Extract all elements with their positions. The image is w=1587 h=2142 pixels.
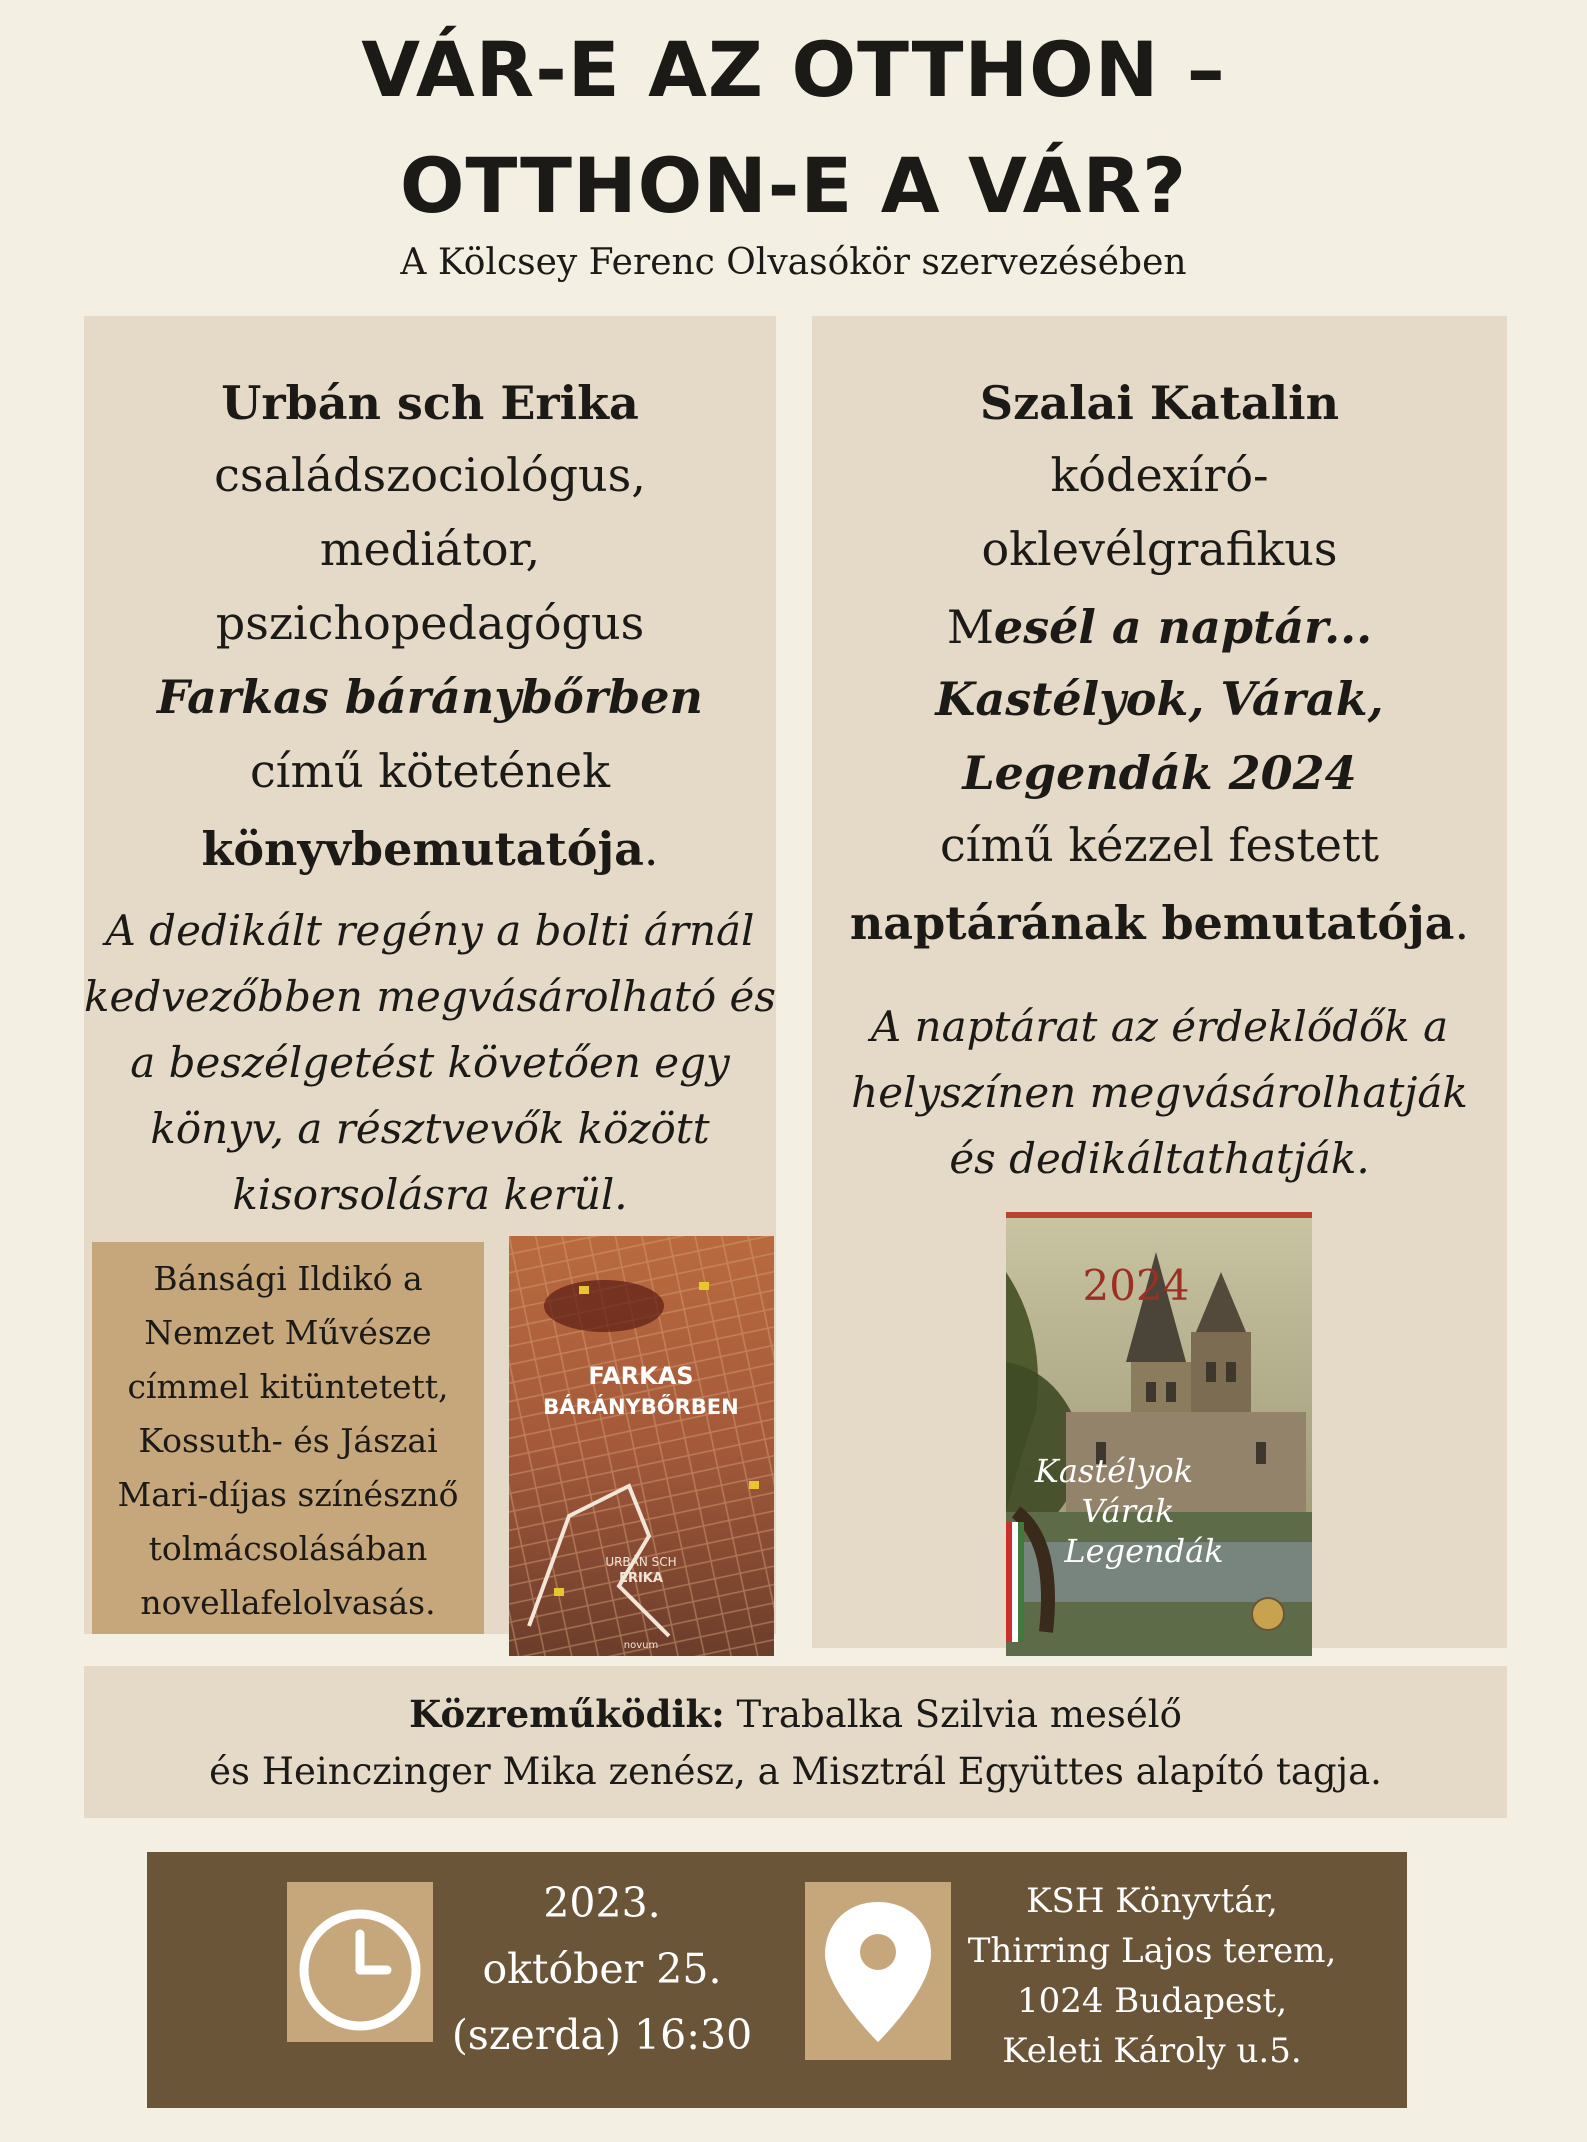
right-title-rest: esél a naptár...: [993, 600, 1373, 654]
contributors-box: [84, 1666, 1507, 1818]
left-presentation-line: [84, 822, 776, 876]
contributors-line-2: és Heinczinger Mika zenész, a Misztrál Együttes alapító tagja.: [209, 1750, 1382, 1793]
caption-line: tolmácsolásában: [148, 1529, 428, 1568]
cover-author-1: URBÁN SCH: [605, 1555, 677, 1569]
calendar-cover: [1006, 1212, 1312, 1656]
contributors-label: Közreműködik:: [409, 1692, 725, 1736]
reading-caption-box: [92, 1242, 484, 1634]
event-date-line: október 25.: [482, 1945, 722, 1993]
left-presentation: könyvbemutatója: [201, 822, 644, 876]
left-presentation-period: .: [643, 822, 659, 876]
contributors-line-1-text: Trabalka Szilvia mesélő: [724, 1693, 1182, 1736]
left-role-2: mediátor,: [319, 522, 541, 576]
contributors-line-1: [84, 1692, 1507, 1736]
clock-icon: [287, 1882, 433, 2042]
left-role-1: családszociológus,: [214, 448, 646, 502]
caption-line: Mari-díjas színésznő: [117, 1475, 459, 1514]
cover-publisher: novum: [623, 1640, 659, 1651]
right-speaker-name: Szalai Katalin: [979, 376, 1340, 430]
caption-line: Nemzet Művésze: [144, 1313, 432, 1352]
right-title-initial: M: [946, 600, 994, 654]
caption-line: novellafelolvasás.: [140, 1583, 436, 1622]
right-note-3: és dedikáltathatják.: [949, 1134, 1370, 1183]
event-date-line: (szerda) 16:30: [451, 2011, 753, 2059]
page-title-line-2: OTTHON-E A VÁR?: [399, 141, 1188, 230]
event-location-line: KSH Könyvtár,: [1026, 1881, 1278, 1921]
right-calendar-title-1: [812, 600, 1507, 654]
left-note-1: A dedikált regény a bolti árnál: [105, 906, 755, 955]
left-book-title: Farkas báránybőrben: [157, 670, 703, 724]
book-cover-art: [509, 1236, 774, 1656]
caption-line: Kossuth- és Jászai: [138, 1421, 438, 1460]
left-note-3: a beszélgetést követően egy: [130, 1038, 730, 1087]
cover-title-2: BÁRÁNYBŐRBEN: [543, 1395, 739, 1419]
page-subtitle: A Kölcsey Ferenc Olvasókör szervezésében: [400, 242, 1187, 283]
right-role-1: kódexíró-: [1050, 448, 1269, 502]
right-presentation-line: [812, 896, 1507, 950]
location-pin-icon: [805, 1882, 951, 2060]
event-location-line: Thirring Lajos terem,: [967, 1931, 1337, 1971]
book-cover-farkas: [509, 1236, 774, 1656]
right-calendar-title-2: Kastélyok, Várak,: [935, 672, 1384, 726]
left-note-4: könyv, a résztvevők között: [150, 1104, 710, 1153]
right-calendar-title-3: Legendák 2024: [962, 746, 1357, 800]
right-role-2: oklevélgrafikus: [981, 522, 1338, 576]
right-cimu-line: című kézzel festett: [940, 818, 1379, 872]
cover-title-1: FARKAS: [588, 1362, 694, 1390]
right-note-1: A naptárat az érdeklődők a: [870, 1002, 1449, 1051]
left-role-3: pszichopedagógus: [215, 596, 645, 650]
page-title-line-1: VÁR-E AZ OTTHON –: [361, 25, 1226, 114]
cover-author-2: ERIKA: [619, 1571, 663, 1586]
calendar-title-3: Legendák: [1064, 1532, 1224, 1570]
event-info-bar: [147, 1852, 1407, 2108]
right-presentation: naptárának bemutatója: [849, 896, 1455, 950]
caption-line: címmel kitüntetett,: [127, 1367, 449, 1406]
left-speaker-name: Urbán sch Erika: [221, 376, 639, 430]
right-presentation-period: .: [1454, 896, 1470, 950]
calendar-year: 2024: [1082, 1261, 1190, 1310]
right-note-2: helyszínen megvásárolhatják: [851, 1068, 1468, 1117]
event-date-line: 2023.: [543, 1879, 661, 1927]
calendar-cover-art: [1006, 1212, 1312, 1656]
event-location-line: 1024 Budapest,: [1016, 1981, 1288, 2021]
event-location: [947, 1876, 1357, 2076]
calendar-title-1: Kastélyok: [1034, 1452, 1194, 1490]
calendar-title-2: Várak: [1081, 1492, 1175, 1530]
caption-line: Bánsági Ildikó a: [153, 1259, 423, 1298]
event-date-time: [447, 1870, 757, 2068]
left-note-2: kedvezőbben megvásárolható és: [84, 972, 776, 1021]
left-note-5: kisorsolásra kerül.: [232, 1170, 628, 1219]
event-location-line: Keleti Károly u.5.: [1002, 2031, 1302, 2071]
left-cimu-line: című kötetének: [249, 744, 611, 798]
